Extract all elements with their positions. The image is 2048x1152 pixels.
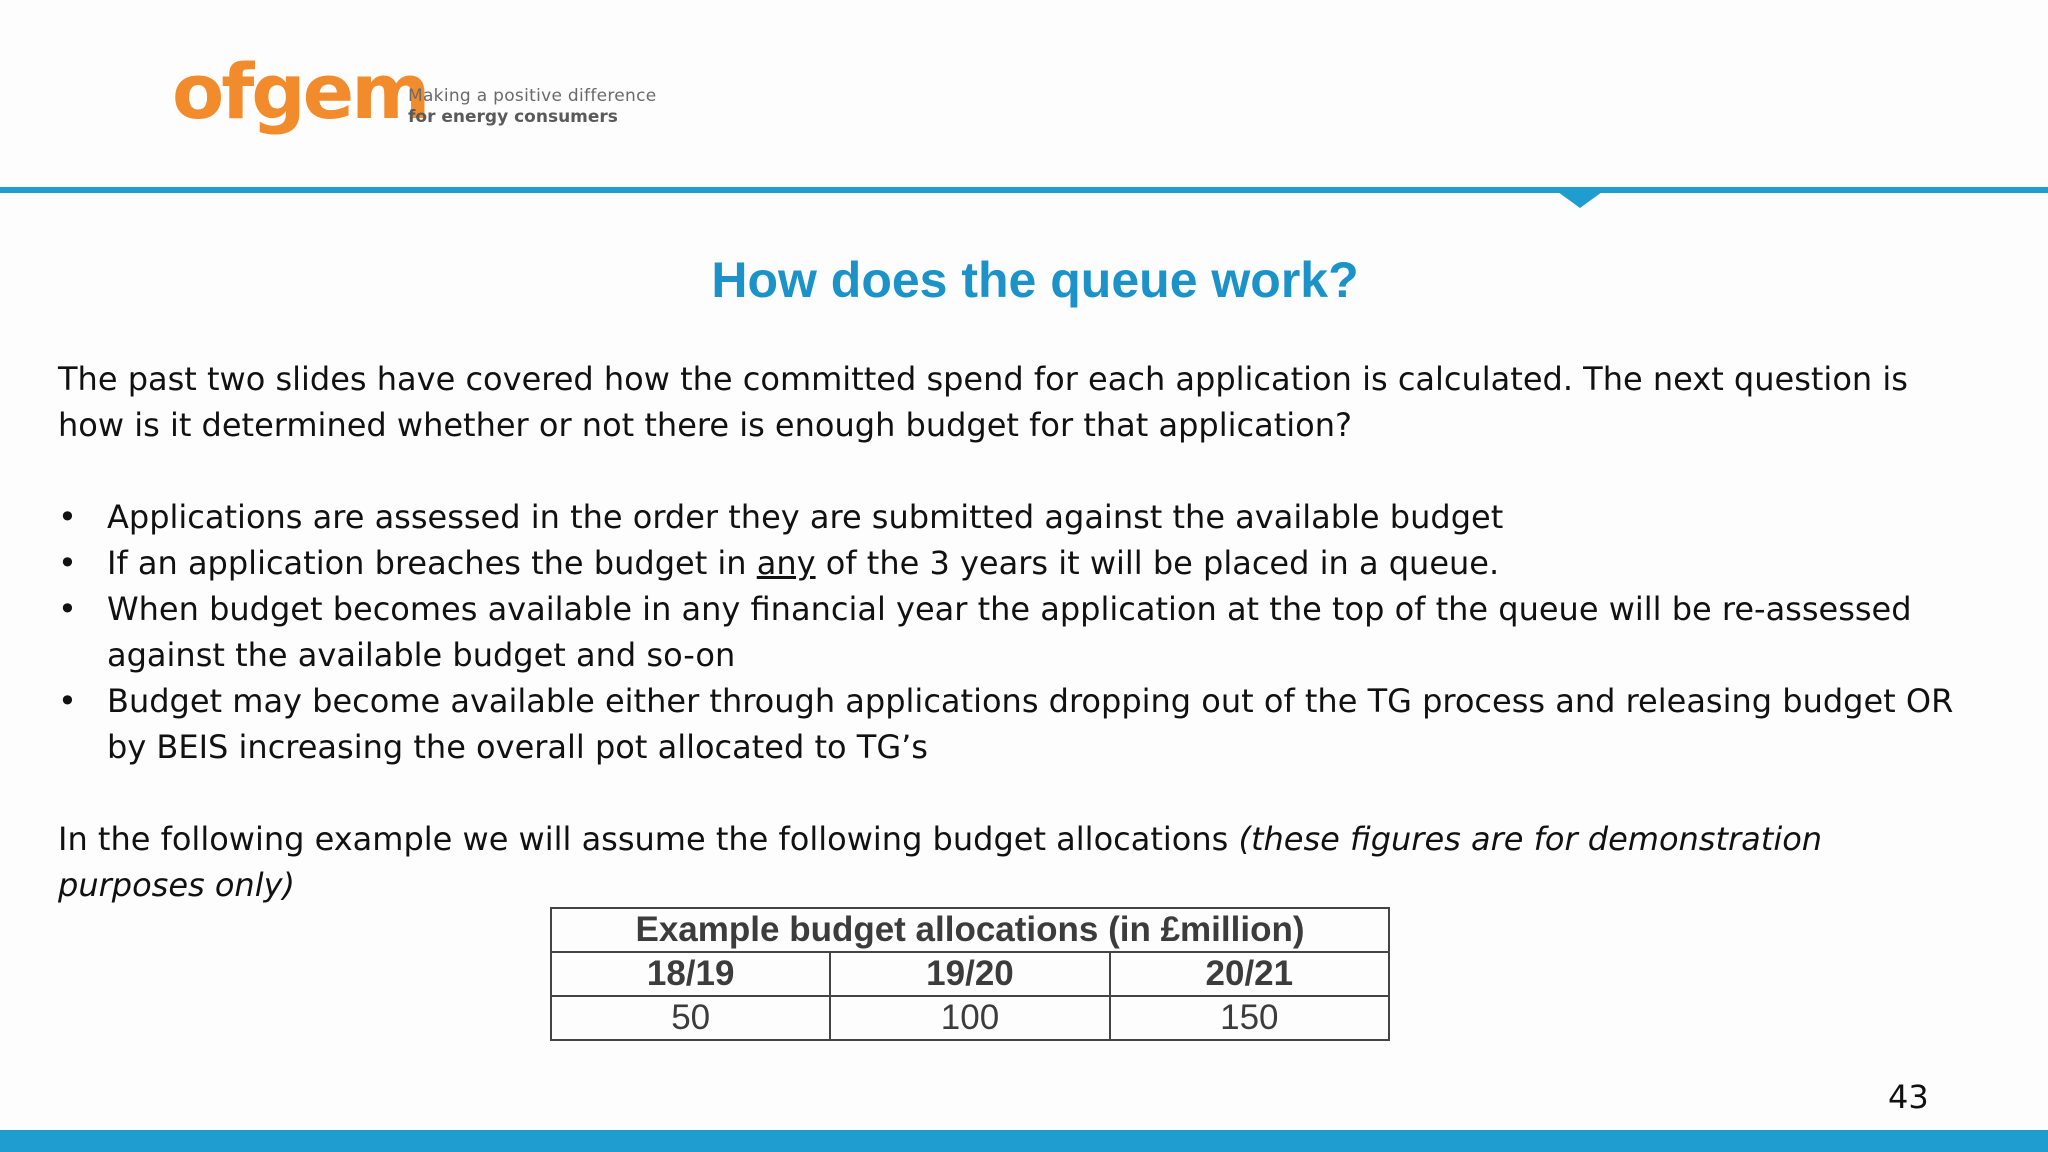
underlined-word: any <box>756 544 816 582</box>
example-paragraph <box>58 816 1978 908</box>
table-header-row <box>551 952 1389 996</box>
bullet-icon: • <box>58 498 77 536</box>
table-cell: 150 <box>1110 996 1389 1040</box>
bullet-text-start: If an application breaches the budget in <box>107 544 757 582</box>
bullet-item <box>58 678 1978 770</box>
table-cell: 100 <box>830 996 1109 1040</box>
intro-paragraph: The past two slides have covered how the committed spend for each application is calculated. The next question is how is it determined whether or not there is enough budget for that application? <box>58 360 1908 444</box>
page-number: 43 <box>1888 1078 1929 1116</box>
budget-table <box>550 907 1390 1041</box>
divider-notch-icon <box>1558 192 1602 208</box>
ofgem-logo: ofgem <box>172 47 428 136</box>
table-header-cell: 18/19 <box>551 952 830 996</box>
bullet-text-end: of the 3 years it will be placed in a queue. <box>815 544 1500 582</box>
bullet-list <box>58 494 1978 770</box>
slide-title: How does the queue work? <box>711 252 1359 308</box>
table-row <box>551 996 1389 1040</box>
tagline-line-1: Making a positive difference <box>408 86 657 106</box>
tagline-line-2: for energy consumers <box>408 107 618 127</box>
example-text: In the following example we will assume the following budget allocations <box>58 820 1239 858</box>
header-divider <box>0 187 2048 193</box>
logo-tagline <box>408 86 657 128</box>
table-cell: 50 <box>551 996 830 1040</box>
bullet-icon: • <box>58 682 77 720</box>
slide-body <box>58 356 1978 908</box>
table-caption-row <box>551 908 1389 952</box>
table-header-cell: 19/20 <box>830 952 1109 996</box>
table-caption: Example budget allocations (in £million) <box>551 908 1389 952</box>
bullet-icon: • <box>58 590 77 628</box>
bullet-icon: • <box>58 544 77 582</box>
example-note: (these figures are for demonstration purposes only) <box>58 820 1823 904</box>
bullet-text: Applications are assessed in the order they are submitted against the available budget <box>107 498 1504 536</box>
bullet-text: Budget may become available either through applications dropping out of the TG process and releasing budget OR by BEIS increasing the overall pot allocated to TG’s <box>107 682 1954 766</box>
bullet-item <box>58 494 1978 540</box>
bullet-item <box>58 540 1978 586</box>
bullet-item <box>58 586 1978 678</box>
table-header-cell: 20/21 <box>1110 952 1389 996</box>
bullet-text: When budget becomes available in any financial year the application at the top of the queue will be re-assessed against the available budget and so-on <box>107 590 1912 674</box>
footer-bar <box>0 1130 2048 1152</box>
